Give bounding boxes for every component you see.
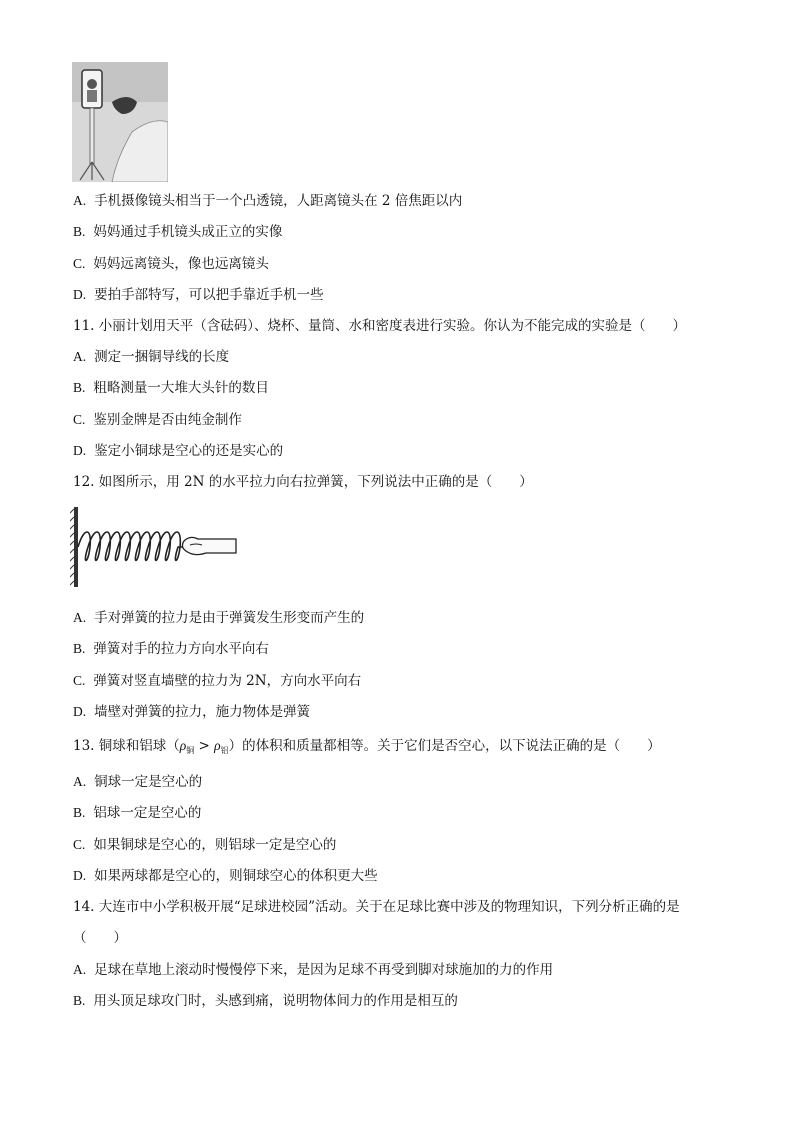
q14-option-b: B. 用头顶足球攻门时，头感到痛，说明物体间力的作用是相互的 <box>73 993 458 1009</box>
q10-option-d: D. 要拍手部特写，可以把手靠近手机一些 <box>73 287 324 303</box>
q13-option-c: C. 如果铜球是空心的，则铝球一定是空心的 <box>73 837 337 853</box>
q13-option-d: D. 如果两球都是空心的，则铜球空心的体积更大些 <box>73 868 378 884</box>
q11-option-a: A. 测定一捆铜导线的长度 <box>73 349 230 365</box>
q12-option-c: C. 弹簧对竖直墙壁的拉力为 2N，方向水平向右 <box>73 673 362 689</box>
q13-option-b: B. 铝球一定是空心的 <box>73 805 202 821</box>
q12-stem: 12. 如图所示，用 2N 的水平拉力向右拉弹簧，下列说法中正确的是（ ） <box>73 474 533 490</box>
q11-option-d: D. 鉴定小铜球是空心的还是实心的 <box>73 443 284 459</box>
q11-option-b: B. 粗略测量一大堆大头针的数目 <box>73 380 269 396</box>
spring-figure <box>70 505 240 591</box>
phone-photo-figure <box>72 62 168 182</box>
q14-stem: 14. 大连市中小学积极开展“足球进校园”活动。关于在足球比赛中涉及的物理知识，下列分析正确的是 <box>73 899 680 915</box>
q12-option-d: D. 墙壁对弹簧的拉力，施力物体是弹簧 <box>73 704 311 720</box>
q12-option-b: B. 弹簧对手的拉力方向水平向右 <box>73 641 269 657</box>
q13-option-a: A. 铜球一定是空心的 <box>73 774 203 790</box>
q12-option-a: A. 手对弹簧的拉力是由于弹簧发生形变而产生的 <box>73 610 365 626</box>
q11-stem: 11. 小丽计划用天平（含砝码）、烧杯、量筒、水和密度表进行实验。你认为不能完成的实验是（ ） <box>73 318 687 334</box>
q13-stem: 13. 铜球和铝球$(\rho_铜 > \rho_铝)$的体积和质量都相等。关于它们是否空心，以下说法正确的是（ ） <box>73 738 661 755</box>
q10-option-b: B. 妈妈通过手机镜头成正立的实像 <box>73 224 283 240</box>
q10-option-c: C. 妈妈远离镜头，像也远离镜头 <box>73 256 269 272</box>
q10-option-a: A. 手机摄像镜头相当于一个凸透镜，人距离镜头在 2 倍焦距以内 <box>73 193 463 209</box>
q14-stem-continuation: （ ） <box>73 930 127 946</box>
q11-option-c: C. 鉴别金牌是否由纯金制作 <box>73 412 242 428</box>
q14-option-a: A. 足球在草地上滚动时慢慢停下来，是因为足球不再受到脚对球施加的力的作用 <box>73 962 554 978</box>
